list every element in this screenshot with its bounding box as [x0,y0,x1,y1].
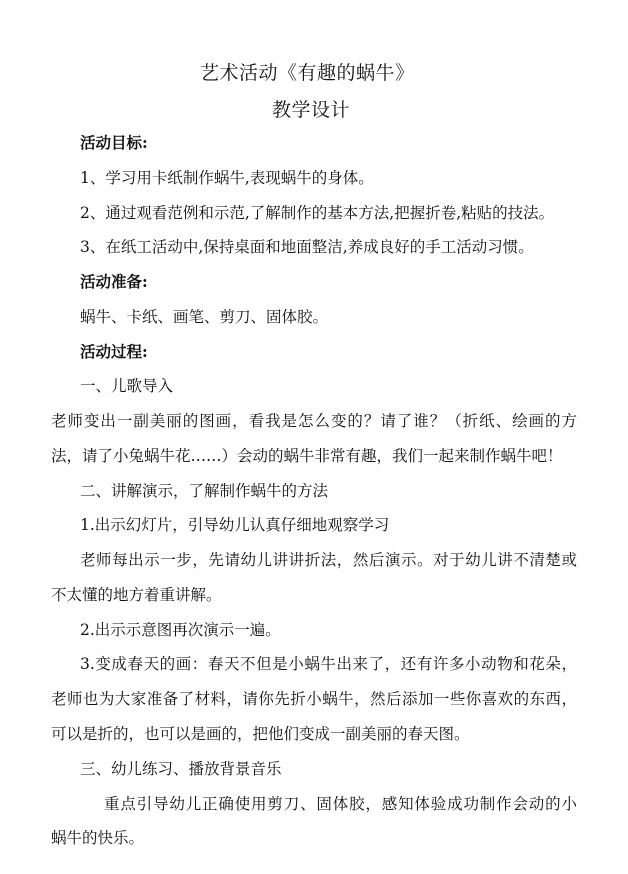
goal-item: 2、通过观看范例和示范,了解制作的基本方法,把握折卷,粘贴的技法。 [80,204,555,222]
section2-step2: 2.出示示意图再次演示一遍。 [80,621,281,639]
section1-line: 法，请了小兔蜗牛花……）会动的蜗牛非常有趣，我们一起来制作蜗牛吧！ [51,447,563,465]
section2-step3-line: 3.变成春天的画：春天不但是小蜗牛出来了，还有许多小动物和花朵， [80,655,577,673]
section2-step3-line: 可以是折的，也可以是画的，把他们变成一副美丽的春天图。 [51,725,470,743]
section2-step3-line: 老师也为大家准备了材料，请你先折小蜗牛，然后添加一些你喜欢的东西， [51,690,577,708]
goal-item: 3、在纸工活动中,保持桌面和地面整洁,养成良好的手工活动习惯。 [80,238,534,256]
section2-step1: 1.出示幻灯片，引导幼儿认真仔细地观察学习 [80,516,390,534]
preparation-text: 蜗牛、卡纸、画笔、剪刀、固体胶。 [80,308,329,326]
section3-line: 重点引导幼儿正确使用剪刀、固体胶，感知体验成功制作会动的小 [104,795,577,813]
section1-line: 老师变出一副美丽的图画，看我是怎么变的？请了谁？（折纸、绘画的方 [51,412,577,430]
section2-step1-line: 不太懂的地方着重讲解。 [51,586,222,604]
goals-heading: 活动目标: [80,133,148,152]
goal-item: 1、学习用卡纸制作蜗牛,表现蜗牛的身体。 [80,169,374,187]
section3-line: 蜗牛的快乐。 [51,829,145,847]
document-subtitle: 教学设计 [272,99,351,121]
section2-step1-line: 老师每出示一步，先请幼儿讲讲折法，然后演示。对于幼儿讲不清楚或 [80,551,577,569]
document-title: 艺术活动《有趣的蜗牛》 [200,62,415,84]
preparation-heading: 活动准备: [80,272,148,291]
section1-title: 一、儿歌导入 [80,377,174,395]
process-heading: 活动过程: [80,342,148,361]
section2-title: 二、讲解演示，了解制作蜗牛的方法 [80,482,329,500]
section3-title: 三、幼儿练习、播放背景音乐 [80,760,282,778]
